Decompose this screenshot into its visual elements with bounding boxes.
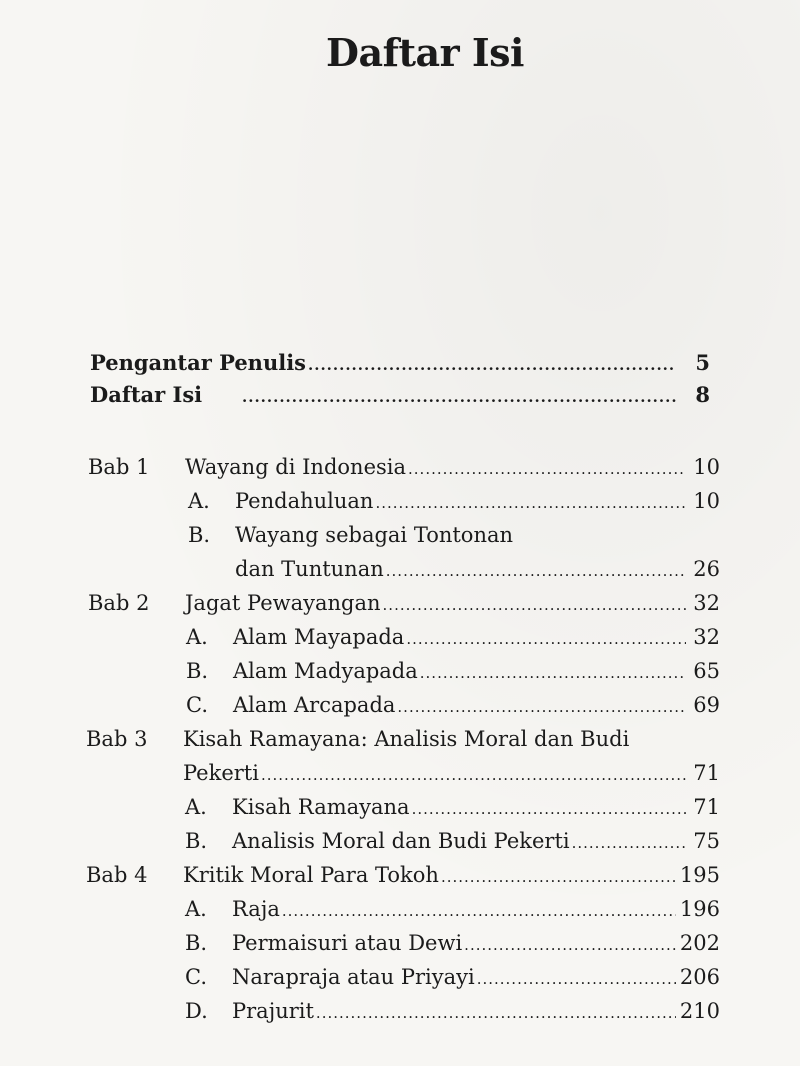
chapter-number: Bab 3: [86, 727, 148, 751]
toc-entry-page: 5: [695, 350, 710, 375]
chapter-number: Bab 4: [86, 863, 148, 887]
dot-leader: [477, 970, 676, 988]
dot-leader: [572, 834, 686, 852]
toc-entry-section[interactable]: [235, 557, 720, 581]
section-letter: B.: [185, 931, 208, 955]
toc-entry-page: 32: [693, 625, 720, 649]
dot-leader: [261, 766, 686, 784]
toc-entry-chapter-4[interactable]: [183, 863, 720, 887]
toc-entry-chapter-2[interactable]: [185, 591, 720, 615]
toc-entry-label-line2: dan Tuntunan: [235, 557, 384, 581]
toc-entry-daftar-isi[interactable]: [90, 382, 710, 407]
toc-entry-page: 26: [693, 557, 720, 581]
dot-leader: [406, 630, 686, 648]
toc-entry-label: Alam Arcapada: [233, 693, 396, 717]
dot-leader: [375, 494, 686, 512]
toc-entry-label-line1: Kisah Ramayana: Analisis Moral dan Budi: [183, 727, 630, 751]
section-letter: A.: [186, 625, 208, 649]
section-letter: B.: [188, 523, 211, 547]
dot-leader: [383, 596, 686, 614]
toc-entry-page: 75: [693, 829, 720, 853]
toc-entry-page: 71: [693, 761, 720, 785]
toc-entry-section[interactable]: [233, 659, 720, 683]
dot-leader: [282, 902, 676, 920]
dot-leader: [308, 356, 676, 374]
page-title: Daftar Isi: [326, 30, 524, 75]
section-letter: A.: [185, 897, 207, 921]
toc-entry-section[interactable]: [232, 829, 720, 853]
toc-entry-label: Jagat Pewayangan: [185, 591, 381, 615]
toc-entry-label: Prajurit: [232, 999, 314, 1023]
toc-entry-label-line2: Pekerti: [183, 761, 259, 785]
toc-entry-page: 196: [679, 897, 720, 921]
dot-leader: [441, 868, 676, 886]
toc-entry-chapter-1[interactable]: [185, 455, 720, 479]
toc-entry-page: 202: [679, 931, 720, 955]
toc-entry-section[interactable]: [232, 897, 720, 921]
dot-leader: [242, 388, 676, 406]
dot-leader: [412, 800, 686, 818]
toc-entry-section[interactable]: [232, 795, 720, 819]
toc-entry-label: Analisis Moral dan Budi Pekerti: [232, 829, 570, 853]
toc-entry-page: 210: [679, 999, 720, 1023]
dot-leader: [464, 936, 676, 954]
toc-entry-label: Permaisuri atau Dewi: [232, 931, 463, 955]
section-letter: A.: [185, 795, 207, 819]
toc-entry-label: Pendahuluan: [235, 489, 374, 513]
chapter-number: Bab 1: [88, 455, 150, 479]
dot-leader: [397, 698, 686, 716]
toc-entry-label: Alam Madyapada: [233, 659, 418, 683]
toc-entry-label: Kisah Ramayana: [232, 795, 410, 819]
toc-entry-page: 69: [693, 693, 720, 717]
toc-entry-pengantar-penulis[interactable]: [90, 350, 710, 375]
chapter-number: Bab 2: [88, 591, 150, 615]
dot-leader: [408, 460, 686, 478]
toc-entry-label: Narapraja atau Priyayi: [232, 965, 475, 989]
toc-entry-section[interactable]: [233, 625, 720, 649]
toc-entry-page: 10: [693, 455, 720, 479]
dot-leader: [420, 664, 686, 682]
toc-entry-label: Alam Mayapada: [233, 625, 405, 649]
toc-entry-page: 195: [679, 863, 720, 887]
toc-entry-section[interactable]: [232, 999, 720, 1023]
toc-entry-label: Pengantar Penulis: [90, 350, 306, 375]
toc-entry-page: 8: [695, 382, 710, 407]
dot-leader: [316, 1004, 676, 1022]
toc-entry-section[interactable]: [232, 931, 720, 955]
toc-entry-label: Kritik Moral Para Tokoh: [183, 863, 439, 887]
toc-entry-page: 32: [693, 591, 720, 615]
section-letter: C.: [185, 965, 207, 989]
toc-entry-chapter-3[interactable]: [183, 761, 720, 785]
toc-entry-page: 10: [693, 489, 720, 513]
dot-leader: [386, 562, 686, 580]
section-letter: B.: [185, 829, 208, 853]
toc-entry-page: 65: [693, 659, 720, 683]
section-letter: C.: [186, 693, 208, 717]
toc-entry-section[interactable]: [235, 489, 720, 513]
toc-entry-label: Raja: [232, 897, 280, 921]
toc-entry-label: Daftar Isi: [90, 382, 203, 407]
section-letter: B.: [186, 659, 209, 683]
toc-entry-page: 206: [679, 965, 720, 989]
toc-entry-label-line1: Wayang sebagai Tontonan: [235, 523, 514, 547]
toc-entry-label: Wayang di Indonesia: [185, 455, 407, 479]
section-letter: D.: [185, 999, 208, 1023]
toc-entry-section[interactable]: [233, 693, 720, 717]
toc-entry-section[interactable]: [232, 965, 720, 989]
toc-entry-page: 71: [693, 795, 720, 819]
section-letter: A.: [188, 489, 210, 513]
